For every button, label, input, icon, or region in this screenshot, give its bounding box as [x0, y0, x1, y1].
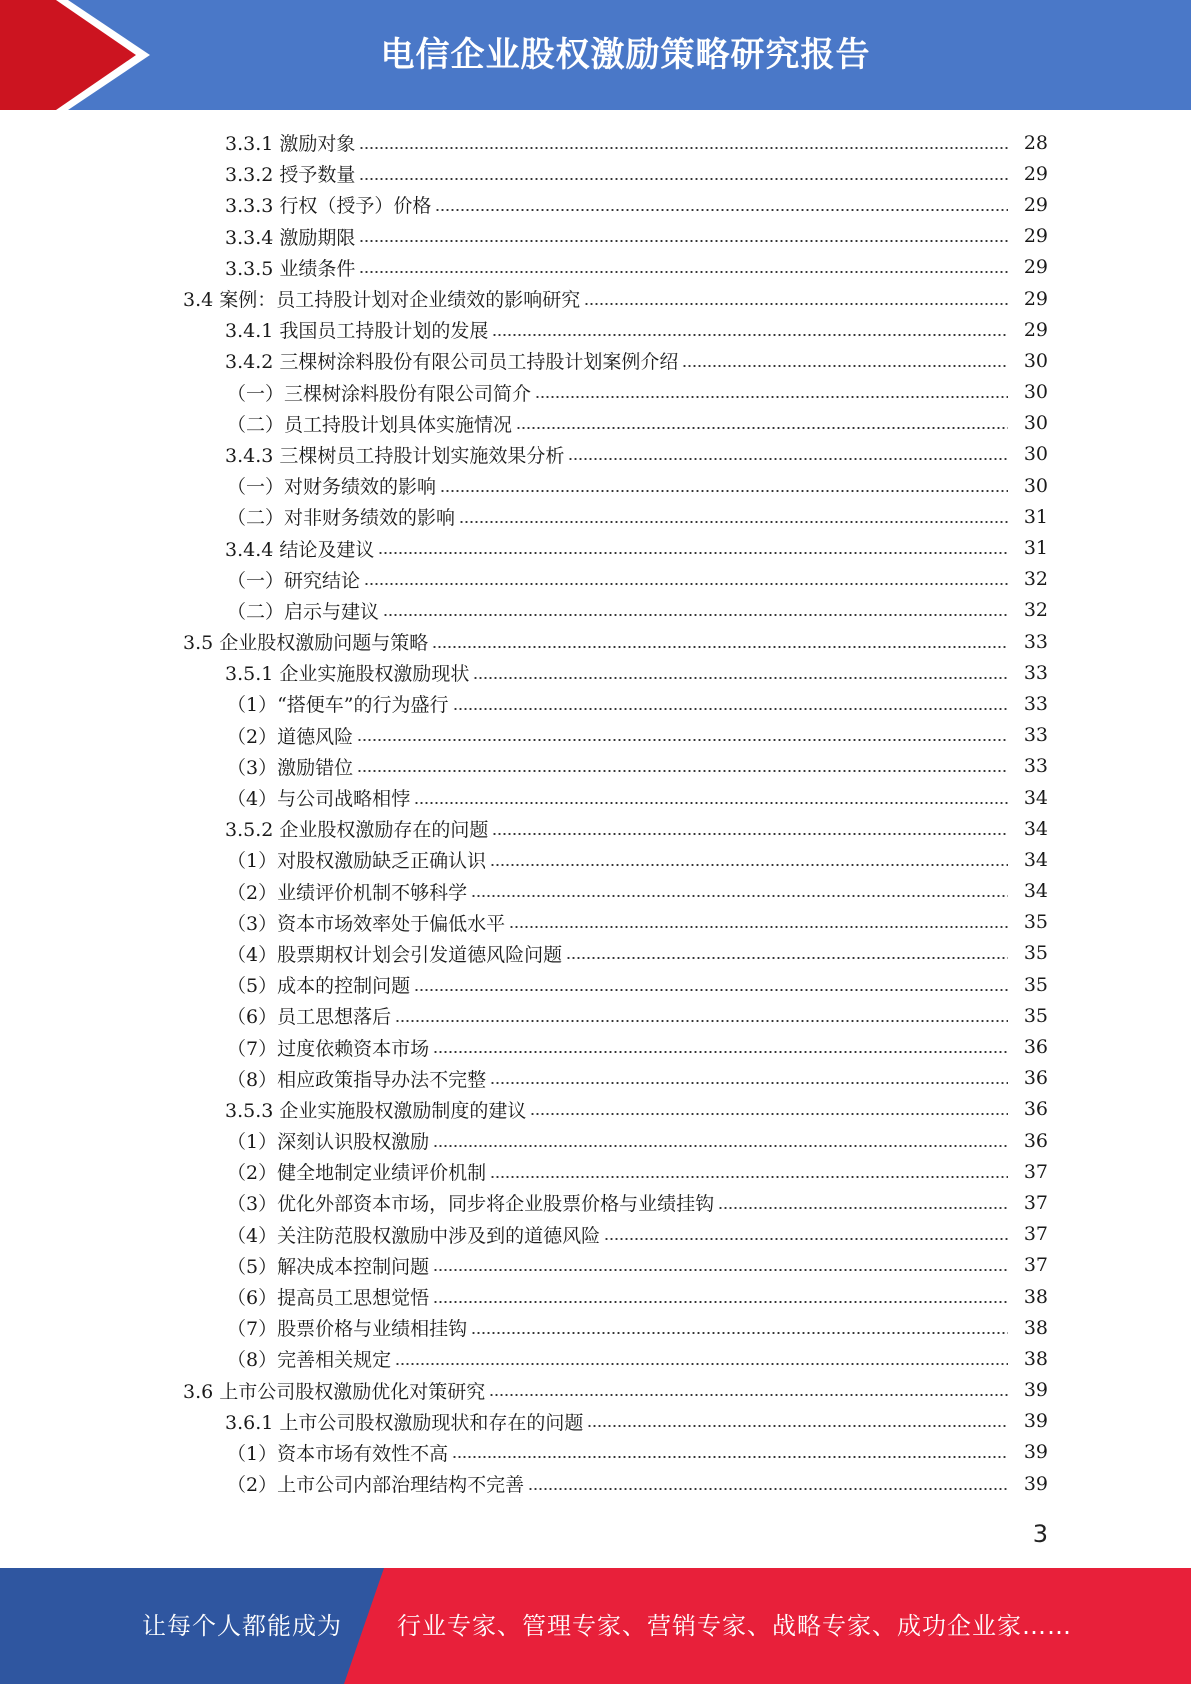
toc-entry[interactable]: [0, 1250, 1191, 1281]
toc-dot-leader: [459, 521, 1008, 523]
toc-entry-label: 3.4.4 结论及建议: [225, 535, 378, 562]
toc-entry-page: 29: [1023, 318, 1048, 341]
toc-entry[interactable]: [0, 657, 1191, 688]
toc-dot-leader: [489, 1394, 1008, 1396]
toc-dot-leader: [566, 957, 1008, 959]
toc-dot-leader: [414, 802, 1008, 804]
toc-entry-page: 35: [1023, 1004, 1048, 1027]
toc-entry[interactable]: [0, 1125, 1191, 1156]
toc-entry-page: 39: [1023, 1441, 1048, 1464]
toc-entry[interactable]: [0, 345, 1191, 376]
toc-entry-label: （4）与公司战略相悖: [227, 784, 414, 811]
toc-entry[interactable]: [0, 907, 1191, 938]
toc-dot-leader: [568, 458, 1008, 460]
toc-dot-leader: [359, 240, 1008, 242]
toc-entry-label: 3.3.1 激励对象: [225, 129, 359, 156]
toc-dot-leader: [359, 271, 1008, 273]
toc-dot-leader: [535, 396, 1008, 398]
toc-entry-label: （2）上市公司内部治理结构不完善: [227, 1470, 528, 1497]
toc-entry-page: 39: [1023, 1472, 1048, 1495]
toc-entry[interactable]: [0, 1375, 1191, 1406]
toc-entry[interactable]: [0, 1281, 1191, 1312]
toc-entry[interactable]: [0, 751, 1191, 782]
toc-entry-label: 3.3.5 业绩条件: [225, 254, 359, 281]
toc-dot-leader: [435, 209, 1008, 211]
toc-entry-label: 3.3.2 授予数量: [225, 160, 359, 187]
toc-entry[interactable]: [0, 1343, 1191, 1374]
document-title: 电信企业股权激励策略研究报告: [380, 35, 871, 75]
toc-dot-leader: [490, 1176, 1008, 1178]
toc-entry[interactable]: [0, 844, 1191, 875]
toc-entry-page: 30: [1023, 474, 1048, 497]
toc-entry[interactable]: [0, 1468, 1191, 1499]
toc-entry[interactable]: [0, 626, 1191, 657]
toc-entry[interactable]: [0, 1406, 1191, 1437]
toc-dot-leader: [584, 303, 1008, 305]
toc-entry[interactable]: [0, 127, 1191, 158]
toc-entry[interactable]: [0, 688, 1191, 719]
toc-entry[interactable]: [0, 1312, 1191, 1343]
toc-entry-page: 35: [1023, 973, 1048, 996]
toc-entry-label: （二）对非财务绩效的影响: [227, 503, 459, 530]
toc-dot-leader: [453, 708, 1008, 710]
toc-entry[interactable]: [0, 470, 1191, 501]
toc-entry-page: 33: [1023, 630, 1048, 653]
toc-entry[interactable]: [0, 314, 1191, 345]
toc-entry[interactable]: [0, 969, 1191, 1000]
toc-entry[interactable]: [0, 813, 1191, 844]
toc-entry-label: （8）完善相关规定: [227, 1345, 395, 1372]
toc-entry-label: 3.6 上市公司股权激励优化对策研究: [183, 1377, 489, 1404]
toc-dot-leader: [359, 147, 1008, 149]
toc-entry-page: 29: [1023, 256, 1048, 279]
toc-entry-label: （1）深刻认识股权激励: [227, 1127, 433, 1154]
toc-dot-leader: [473, 677, 1008, 679]
footer-slogan-left: 让每个人都能成为: [142, 1612, 342, 1640]
toc-entry-page: 37: [1023, 1160, 1048, 1183]
toc-dot-leader: [490, 864, 1008, 866]
toc-entry-label: （4）关注防范股权激励中涉及到的道德风险: [227, 1221, 604, 1248]
toc-dot-leader: [433, 1269, 1008, 1271]
toc-entry-page: 36: [1023, 1067, 1048, 1090]
toc-dot-leader: [359, 178, 1008, 180]
toc-entry[interactable]: [0, 782, 1191, 813]
toc-entry[interactable]: [0, 1437, 1191, 1468]
toc-entry-page: 36: [1023, 1129, 1048, 1152]
toc-entry-label: 3.5.1 企业实施股权激励现状: [225, 659, 473, 686]
toc-entry-page: 39: [1023, 1410, 1048, 1433]
toc-entry-label: （3）优化外部资本市场，同步将企业股票价格与业绩挂钩: [227, 1189, 718, 1216]
toc-entry-page: 33: [1023, 661, 1048, 684]
toc-entry-label: （二）启示与建议: [227, 597, 383, 624]
toc-entry-page: 38: [1023, 1316, 1048, 1339]
toc-entry-label: （5）解决成本控制问题: [227, 1252, 433, 1279]
toc-entry-label: （2）道德风险: [227, 722, 357, 749]
toc-entry[interactable]: [0, 501, 1191, 532]
toc-entry-label: （一）研究结论: [227, 566, 364, 593]
toc-entry-page: 34: [1023, 786, 1048, 809]
toc-entry-label: （一）三棵树涂料股份有限公司简介: [227, 379, 535, 406]
toc-dot-leader: [433, 1301, 1008, 1303]
toc-dot-leader: [490, 1082, 1008, 1084]
toc-entry-page: 28: [1023, 131, 1048, 154]
toc-dot-leader: [395, 1363, 1008, 1365]
toc-entry-page: 30: [1023, 443, 1048, 466]
toc-entry-label: 3.5.2 企业股权激励存在的问题: [225, 815, 492, 842]
toc-entry[interactable]: [0, 1000, 1191, 1031]
page-number: 3: [1032, 1520, 1048, 1548]
toc-entry-page: 30: [1023, 349, 1048, 372]
toc-dot-leader: [440, 490, 1008, 492]
toc-entry-page: 33: [1023, 755, 1048, 778]
toc-entry-label: （7）过度依赖资本市场: [227, 1034, 433, 1061]
toc-entry-label: 3.3.4 激励期限: [225, 223, 359, 250]
toc-entry[interactable]: [0, 189, 1191, 220]
toc-entry-page: 37: [1023, 1191, 1048, 1214]
toc-entry-page: 37: [1023, 1254, 1048, 1277]
toc-dot-leader: [433, 1145, 1008, 1147]
toc-entry[interactable]: [0, 221, 1191, 252]
table-of-contents: [0, 127, 1191, 1499]
toc-dot-leader: [452, 1456, 1008, 1458]
toc-entry-label: （3）资本市场效率处于偏低水平: [227, 909, 509, 936]
toc-entry-label: （1）资本市场有效性不高: [227, 1439, 452, 1466]
toc-entry-page: 33: [1023, 724, 1048, 747]
toc-entry-page: 34: [1023, 880, 1048, 903]
toc-entry[interactable]: [0, 938, 1191, 969]
toc-entry-label: （3）激励错位: [227, 753, 357, 780]
toc-entry-label: 3.6.1 上市公司股权激励现状和存在的问题: [225, 1408, 587, 1435]
toc-entry-page: 39: [1023, 1379, 1048, 1402]
toc-entry-label: （4）股票期权计划会引发道德风险问题: [227, 940, 566, 967]
toc-entry[interactable]: [0, 1187, 1191, 1218]
toc-entry-page: 30: [1023, 412, 1048, 435]
toc-entry-page: 29: [1023, 287, 1048, 310]
toc-entry-label: 3.4.3 三棵树员工持股计划实施效果分析: [225, 441, 568, 468]
toc-entry-label: 3.4.1 我国员工持股计划的发展: [225, 316, 492, 343]
toc-entry-label: （8）相应政策指导办法不完整: [227, 1065, 490, 1092]
toc-entry-page: 36: [1023, 1098, 1048, 1121]
toc-entry-page: 37: [1023, 1223, 1048, 1246]
toc-dot-leader: [471, 1332, 1008, 1334]
toc-dot-leader: [471, 895, 1008, 897]
toc-entry[interactable]: [0, 1031, 1191, 1062]
toc-dot-leader: [528, 1488, 1008, 1490]
toc-dot-leader: [414, 989, 1008, 991]
toc-dot-leader: [530, 1113, 1008, 1115]
toc-dot-leader: [433, 1051, 1008, 1053]
toc-entry-label: （6）员工思想落后: [227, 1002, 395, 1029]
toc-entry[interactable]: [0, 1156, 1191, 1187]
toc-dot-leader: [587, 1425, 1008, 1427]
toc-dot-leader: [604, 1238, 1008, 1240]
toc-entry[interactable]: [0, 1094, 1191, 1125]
page-footer: [0, 1568, 1191, 1684]
toc-entry[interactable]: [0, 876, 1191, 907]
toc-entry-page: 32: [1023, 599, 1048, 622]
toc-entry[interactable]: [0, 564, 1191, 595]
toc-dot-leader: [509, 926, 1008, 928]
toc-entry-label: （1）“搭便车”的行为盛行: [227, 690, 453, 717]
toc-entry[interactable]: [0, 283, 1191, 314]
toc-entry-page: 38: [1023, 1347, 1048, 1370]
toc-dot-leader: [364, 583, 1008, 585]
toc-entry-label: （6）提高员工思想觉悟: [227, 1283, 433, 1310]
toc-entry-page: 34: [1023, 817, 1048, 840]
toc-entry-label: 3.5 企业股权激励问题与策略: [183, 628, 432, 655]
toc-entry[interactable]: [0, 252, 1191, 283]
toc-entry-page: 36: [1023, 1036, 1048, 1059]
toc-entry-label: （2）健全地制定业绩评价机制: [227, 1158, 490, 1185]
toc-entry[interactable]: [0, 595, 1191, 626]
toc-dot-leader: [395, 1020, 1008, 1022]
toc-entry-label: （一）对财务绩效的影响: [227, 472, 440, 499]
toc-entry-page: 30: [1023, 381, 1048, 404]
toc-entry-page: 38: [1023, 1285, 1048, 1308]
toc-entry[interactable]: [0, 1219, 1191, 1250]
toc-entry-page: 33: [1023, 692, 1048, 715]
toc-entry-page: 32: [1023, 568, 1048, 591]
page-header: [0, 0, 1191, 110]
toc-entry[interactable]: [0, 1063, 1191, 1094]
toc-dot-leader: [383, 614, 1008, 616]
toc-entry[interactable]: [0, 532, 1191, 563]
toc-entry-page: 35: [1023, 911, 1048, 934]
toc-entry-page: 31: [1023, 537, 1048, 560]
toc-dot-leader: [492, 833, 1008, 835]
toc-dot-leader: [378, 552, 1008, 554]
toc-entry[interactable]: [0, 720, 1191, 751]
toc-dot-leader: [432, 646, 1008, 648]
toc-entry-page: 34: [1023, 848, 1048, 871]
toc-entry-label: （7）股票价格与业绩相挂钩: [227, 1314, 471, 1341]
toc-dot-leader: [357, 770, 1008, 772]
toc-entry[interactable]: [0, 439, 1191, 470]
toc-entry[interactable]: [0, 408, 1191, 439]
toc-entry-page: 29: [1023, 193, 1048, 216]
toc-entry-label: 3.5.3 企业实施股权激励制度的建议: [225, 1096, 530, 1123]
toc-entry-label: （1）对股权激励缺乏正确认识: [227, 846, 490, 873]
footer-slogan-right: 行业专家、管理专家、营销专家、战略专家、成功企业家……: [397, 1612, 1072, 1640]
toc-entry[interactable]: [0, 377, 1191, 408]
toc-entry-page: 29: [1023, 225, 1048, 248]
toc-dot-leader: [516, 427, 1008, 429]
toc-entry-page: 31: [1023, 505, 1048, 528]
toc-entry-label: （5）成本的控制问题: [227, 971, 414, 998]
toc-entry-page: 29: [1023, 162, 1048, 185]
toc-entry-label: （2）业绩评价机制不够科学: [227, 878, 471, 905]
toc-dot-leader: [718, 1207, 1008, 1209]
toc-dot-leader: [357, 739, 1008, 741]
toc-entry[interactable]: [0, 158, 1191, 189]
toc-dot-leader: [682, 365, 1008, 367]
toc-entry-label: 3.3.3 行权（授予）价格: [225, 191, 435, 218]
toc-entry-label: 3.4.2 三棵树涂料股份有限公司员工持股计划案例介绍: [225, 347, 682, 374]
toc-entry-label: （二）员工持股计划具体实施情况: [227, 410, 516, 437]
toc-entry-label: 3.4 案例：员工持股计划对企业绩效的影响研究: [183, 285, 584, 312]
toc-entry-page: 35: [1023, 942, 1048, 965]
toc-dot-leader: [492, 334, 1008, 336]
